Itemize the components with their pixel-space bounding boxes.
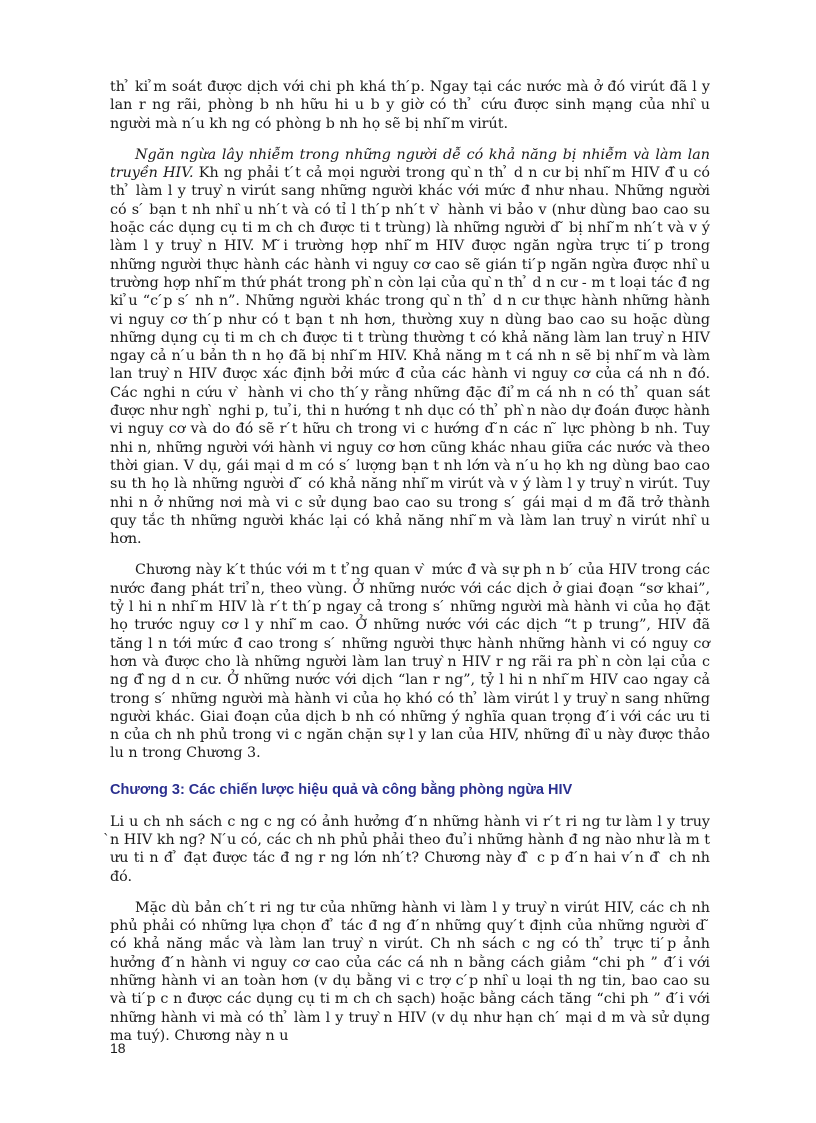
paragraph-1-text: th ̉ ki ̉m soát được dịch với chi ph khá th ́p. Ngay tại các nước mà ở đó virút đã l y lan r ng rãi, phòng b nh hữu hi u b y giờ có th ̉ cứu được sinh mạng của nhi ̀u người mà n ́u kh ng có phòng b nh họ sẽ bị nhi ̃m virút. (110, 79, 710, 132)
paragraph-1 (110, 78, 710, 133)
paragraph-3 (110, 561, 710, 762)
page-body (110, 78, 710, 1058)
paragraph-4-text: Li u ch nh sách c ng c ng có ảnh hưởng đ ́n những hành vi r ́t ri ng tư làm l y truy ̀n HIV kh ng? N ́u có, các ch nh phủ phải theo đu ̉i những hành đ ng nào như là m t ưu ti n đ ̉ đạt được tác đ ng r ng lớn nh ́t? Chương này đ ̀ c p đ ́n hai v ́n đ ̀ ch nh đó. (110, 813, 710, 885)
paragraph-2-text: Kh ng phải t ́t cả mọi người trong qu ̀n th ̉ d n cư bị nhi ̃m HIV đ ̀u có th ̉ làm l y truy ̀n virút sang những người khác với mức đ như nhau. Những người có s ́ bạn t nh nhi ̀u nh ́t và có tỉ l th ́p nh ́t v ̀ hành vi bảo v (như dùng bao cao su hoặc các dụng cụ ti m ch ch được ti t trùng) là những người d ̃ bị nhi ̃m nh ́t và v ý làm l y truy ̀n HIV. M ̃i trường hợp nhi ̃m HIV được ngăn ngừa trực ti ́p trong những người thực hành các hành vi nguy cơ cao sẽ gián ti ́p ngăn ngừa được nhi ̀u trường hợp nhi ̃m thứ phát trong ph ̀n còn lại của qu ̀n th ̉ d n cư - m t loại tác đ ng ki ̉u “c ́p s ́ nh n”. Những người khác trong qu ̀n th ̉ d n cư thực hành những hành vi nguy cơ th ́p như có t bạn t nh hơn, thường xuy n dùng bao cao su hoặc dùng những dụng cụ ti m ch ch được ti t trùng thường t có khả năng làm lan truy ̀n HIV ngay cả n ́u bản th n họ đã bị nhi ̃m HIV. Khả năng m t cá nh n sẽ bị nhi ̃m và làm lan truy ̀n HIV được xác định bởi mức đ của các hành vi nguy cơ của cá nh n đó. Các nghi n cứu v ̀ hành vi cho th ́y rằng những đặc đi ̉m cá nh n có th ̉ quan sát được như ngh ̀ nghi p, tu ̉i, thi n hướng t nh dục có th ̉ ph ̀n nào dự đoán được hành vi nguy cơ và do đó sẽ r ́t hữu ch trong vi c hướng d ̃n các n ̃ lực phòng b nh. Tuy nhi n, những người với hành vi nguy cơ hơn cũng khác nhau giữa các nước và theo thời gian. V dụ, gái mại d m có s ́ lượng bạn t nh lớn và n ́u họ kh ng dùng bao cao su th họ là những người d ̃ có khả năng nhi ̃m virút và v ý làm l y truy ̀n virút. Tuy nhi n ở những nơi mà vi c sử dụng bao cao su trong s ́ gái mại d m đã trở thành quy tắc th những người khác lại có khả năng nhi ̃m và làm lan truy ̀n virút nhi ̀u hơn. (110, 165, 711, 548)
paragraph-3-text: Chương này k ́t thúc với m t t ̉ng quan v ̀ mức đ và sự ph n b ́ của HIV trong các nước đang phát tri ̉n, theo vùng. Ở những nước với các dịch ở giai đoạn “sơ khai”, tỷ l hi n nhi ̃m HIV là r ́t th ́p ngay cả trong s ́ những người mà hành vi của họ đặt họ trước nguy cơ l y nhi ̃m cao. Ở những nước với các dịch “t p trung”, HIV đã tăng l n tới mức đ cao trong s ́ những người thực hành những hành vi có nguy cơ hơn và được cho là những người làm lan truy ̀n HIV r ng rãi ra ph ̀n còn lại của c ng đ ̀ng d n cư. Ở những nước với dịch “lan r ng”, tỷ l hi n nhi ̃m HIV cao ngay cả trong s ́ những người mà hành vi của họ khó có th ̉ làm virút l y truy ̀n sang những người khác. Giai đoạn của dịch b nh có những ý nghĩa quan trọng đ ́i với các ưu ti n của ch nh phủ trong vi c ngăn chặn sự l y lan của HIV, những đi ̀u này được thảo lu n trong Chương 3. (110, 562, 710, 762)
paragraph-2-lead: Ngăn ngừa lây nhiễm trong những người dễ có khả năng bị nhiễm và làm lan truyền HIV. (110, 146, 710, 182)
page-number: 18 (110, 1040, 126, 1056)
paragraph-4 (110, 813, 710, 886)
paragraph-5-text: Mặc dù bản ch ́t ri ng tư của những hành vi làm l y truy ̀n virút HIV, các ch nh phủ phải có những lựa chọn đ ̉ tác đ ng đ ́n những quy ́t định của những người d ̃ có khả năng mắc và làm lan truy ̀n virút. Ch nh sách c ng có th ̉ trực ti ́p ảnh hưởng đ ́n hành vi nguy cơ cao của các cá nh n bằng cách giảm “chi ph ” đ ́i với những hành vi an toàn hơn (v dụ bằng vi c trợ c ́p nhi ̀u loại th ng tin, bao cao su và ti ́p c n được các dụng cụ ti m ch ch sạch) hoặc bằng cách tăng “chi ph ” đ ́i với những hành vi mà có th ̉ làm l y truy ̀n HIV (v dụ như hạn ch ́ mại d m và sử dụng ma tuý). Chương này n u (110, 899, 710, 1044)
paragraph-5 (110, 899, 710, 1045)
paragraph-2 (110, 146, 710, 549)
section-heading: Chương 3: Các chiến lược hiệu quả và công bằng phòng ngừa HIV (110, 781, 573, 798)
